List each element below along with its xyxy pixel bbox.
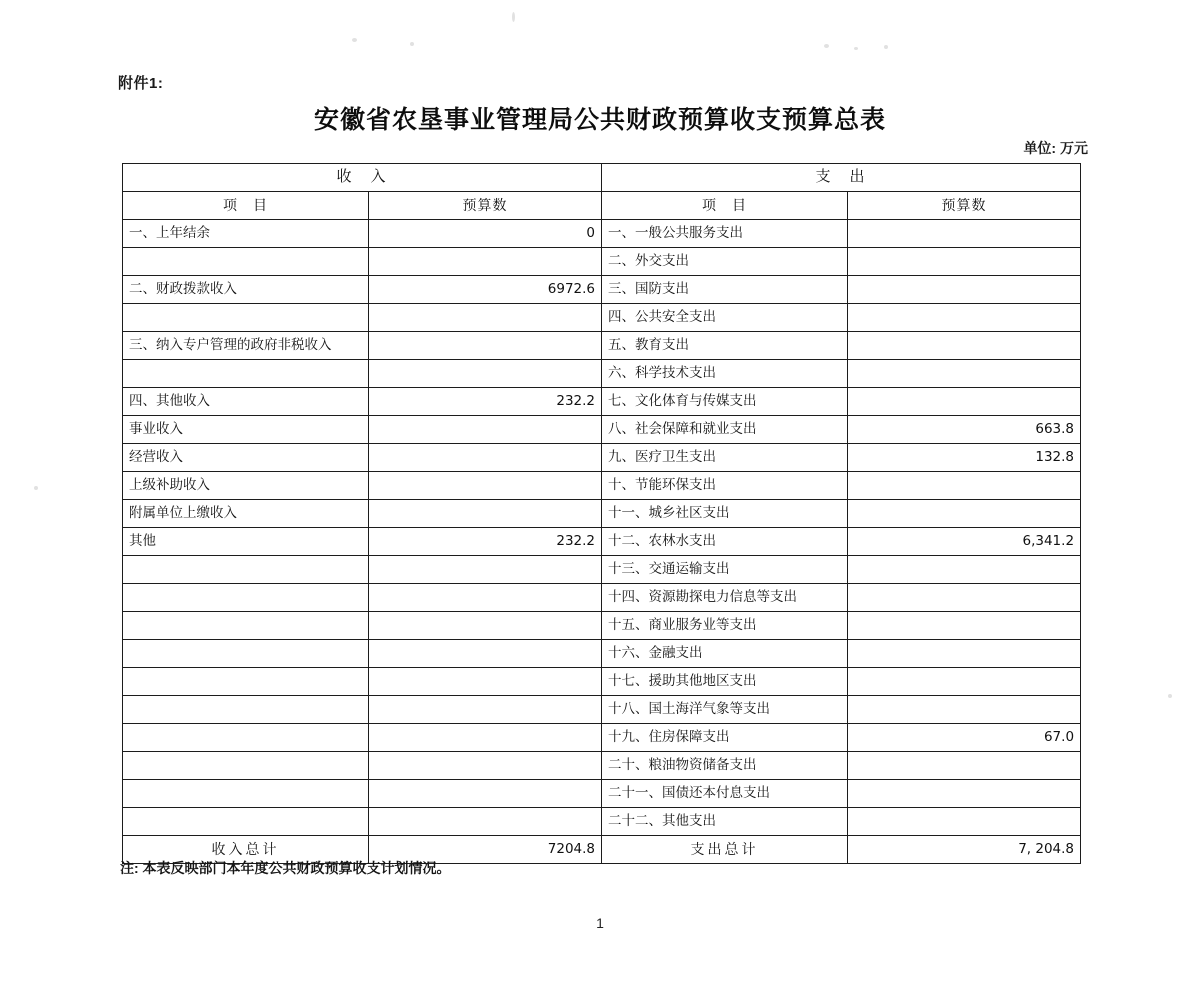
income-budget-cell (369, 444, 602, 472)
income-item-cell (123, 696, 369, 724)
expenditure-item-cell: 九、医疗卫生支出 (602, 444, 848, 472)
expenditure-budget-cell (848, 668, 1081, 696)
income-budget-cell (369, 780, 602, 808)
expenditure-item-cell: 十二、农林水支出 (602, 528, 848, 556)
income-item-cell (123, 808, 369, 836)
column-header-income-item: 项 目 (123, 192, 369, 220)
expenditure-budget-cell: 663.8 (848, 416, 1081, 444)
income-budget-cell (369, 808, 602, 836)
income-budget-cell (369, 668, 602, 696)
table-row (123, 696, 1081, 724)
expenditure-item-cell: 二十一、国债还本付息支出 (602, 780, 848, 808)
expenditure-item-cell: 十五、商业服务业等支出 (602, 612, 848, 640)
expenditure-budget-cell (848, 332, 1081, 360)
expenditure-budget-cell (848, 360, 1081, 388)
income-item-cell (123, 304, 369, 332)
table-row (123, 640, 1081, 668)
expenditure-budget-cell (848, 780, 1081, 808)
income-item-cell: 事业收入 (123, 416, 369, 444)
scan-speckle (1168, 694, 1172, 698)
expenditure-item-cell: 十三、交通运输支出 (602, 556, 848, 584)
table-row (123, 220, 1081, 248)
expenditure-item-cell: 十九、住房保障支出 (602, 724, 848, 752)
expenditure-item-cell: 三、国防支出 (602, 276, 848, 304)
table-row (123, 808, 1081, 836)
expenditure-budget-cell (848, 808, 1081, 836)
expenditure-item-cell: 二十二、其他支出 (602, 808, 848, 836)
expenditure-item-cell: 五、教育支出 (602, 332, 848, 360)
income-item-cell: 四、其他收入 (123, 388, 369, 416)
expenditure-budget-cell (848, 556, 1081, 584)
expenditure-total-value: 7, 204.8 (848, 836, 1081, 864)
income-item-cell (123, 752, 369, 780)
expenditure-budget-cell (848, 696, 1081, 724)
expenditure-item-cell: 十七、援助其他地区支出 (602, 668, 848, 696)
income-budget-cell (369, 500, 602, 528)
expenditure-total-label: 支出总计 (602, 836, 848, 864)
table-row (123, 248, 1081, 276)
income-total-value: 7204.8 (369, 836, 602, 864)
footnote: 注: 本表反映部门本年度公共财政预算收支计划情况。 (120, 860, 451, 876)
table-row (123, 472, 1081, 500)
expenditure-budget-cell (848, 276, 1081, 304)
expenditure-budget-cell (848, 752, 1081, 780)
expenditure-budget-cell: 67.0 (848, 724, 1081, 752)
table-row (123, 388, 1081, 416)
expenditure-item-cell: 十四、资源勘探电力信息等支出 (602, 584, 848, 612)
income-budget-cell (369, 752, 602, 780)
table-row (123, 668, 1081, 696)
column-header-expenditure-item: 项 目 (602, 192, 848, 220)
scan-speckle (512, 12, 515, 22)
scan-speckle (824, 44, 829, 48)
expenditure-item-cell: 六、科学技术支出 (602, 360, 848, 388)
expenditure-item-cell: 十六、金融支出 (602, 640, 848, 668)
group-header-expenditure: 支 出 (602, 164, 1081, 192)
income-item-cell (123, 360, 369, 388)
expenditure-budget-cell (848, 220, 1081, 248)
income-item-cell: 三、纳入专户管理的政府非税收入 (123, 332, 369, 360)
table-column-header-row (123, 192, 1081, 220)
expenditure-item-cell: 一、一般公共服务支出 (602, 220, 848, 248)
table-row (123, 360, 1081, 388)
table-row (123, 556, 1081, 584)
income-budget-cell (369, 360, 602, 388)
income-budget-cell (369, 640, 602, 668)
unit-note: 单位: 万元 (1023, 140, 1088, 156)
group-header-income: 收 入 (123, 164, 602, 192)
scan-speckle (884, 45, 888, 49)
income-item-cell (123, 640, 369, 668)
income-item-cell: 附属单位上缴收入 (123, 500, 369, 528)
income-budget-cell: 0 (369, 220, 602, 248)
income-budget-cell (369, 416, 602, 444)
expenditure-budget-cell (848, 612, 1081, 640)
income-budget-cell: 232.2 (369, 528, 602, 556)
income-budget-cell: 232.2 (369, 388, 602, 416)
table-row (123, 416, 1081, 444)
income-budget-cell (369, 304, 602, 332)
income-item-cell: 一、上年结余 (123, 220, 369, 248)
expenditure-budget-cell (848, 472, 1081, 500)
table-row (123, 528, 1081, 556)
income-item-cell: 其他 (123, 528, 369, 556)
table-row (123, 276, 1081, 304)
page-title: 安徽省农垦事业管理局公共财政预算收支预算总表 (313, 105, 886, 134)
income-item-cell: 经营收入 (123, 444, 369, 472)
expenditure-budget-cell (848, 584, 1081, 612)
expenditure-item-cell: 十八、国土海洋气象等支出 (602, 696, 848, 724)
income-total-label: 收入总计 (123, 836, 369, 864)
income-item-cell (123, 612, 369, 640)
expenditure-item-cell: 二十、粮油物资储备支出 (602, 752, 848, 780)
budget-table (122, 163, 1081, 864)
expenditure-budget-cell (848, 388, 1081, 416)
income-budget-cell (369, 584, 602, 612)
income-budget-cell (369, 248, 602, 276)
income-item-cell (123, 724, 369, 752)
income-item-cell (123, 668, 369, 696)
table-row (123, 444, 1081, 472)
income-item-cell: 二、财政拨款收入 (123, 276, 369, 304)
income-item-cell (123, 780, 369, 808)
income-item-cell (123, 248, 369, 276)
expenditure-budget-cell (848, 640, 1081, 668)
income-budget-cell (369, 556, 602, 584)
income-item-cell (123, 556, 369, 584)
income-budget-cell (369, 612, 602, 640)
column-header-income-budget: 预算数 (369, 192, 602, 220)
expenditure-budget-cell (848, 304, 1081, 332)
income-item-cell: 上级补助收入 (123, 472, 369, 500)
attachment-label: 附件1: (118, 75, 164, 92)
scan-speckle (410, 42, 414, 46)
table-row (123, 332, 1081, 360)
table-row (123, 612, 1081, 640)
table-row (123, 724, 1081, 752)
expenditure-budget-cell: 6,341.2 (848, 528, 1081, 556)
table-row (123, 780, 1081, 808)
expenditure-item-cell: 四、公共安全支出 (602, 304, 848, 332)
page-number: 1 (596, 915, 604, 931)
table-group-header-row (123, 164, 1081, 192)
expenditure-budget-cell: 132.8 (848, 444, 1081, 472)
expenditure-item-cell: 十一、城乡社区支出 (602, 500, 848, 528)
scan-speckle (854, 47, 858, 50)
table-row (123, 584, 1081, 612)
expenditure-item-cell: 七、文化体育与传媒支出 (602, 388, 848, 416)
column-header-expenditure-budget: 预算数 (848, 192, 1081, 220)
expenditure-budget-cell (848, 248, 1081, 276)
expenditure-budget-cell (848, 500, 1081, 528)
table-row (123, 500, 1081, 528)
income-budget-cell (369, 724, 602, 752)
expenditure-item-cell: 十、节能环保支出 (602, 472, 848, 500)
income-budget-cell: 6972.6 (369, 276, 602, 304)
scan-speckle (352, 38, 357, 42)
income-item-cell (123, 584, 369, 612)
income-budget-cell (369, 472, 602, 500)
table-row (123, 304, 1081, 332)
income-budget-cell (369, 696, 602, 724)
expenditure-item-cell: 八、社会保障和就业支出 (602, 416, 848, 444)
income-budget-cell (369, 332, 602, 360)
table-row (123, 752, 1081, 780)
expenditure-item-cell: 二、外交支出 (602, 248, 848, 276)
scan-speckle (34, 486, 38, 490)
